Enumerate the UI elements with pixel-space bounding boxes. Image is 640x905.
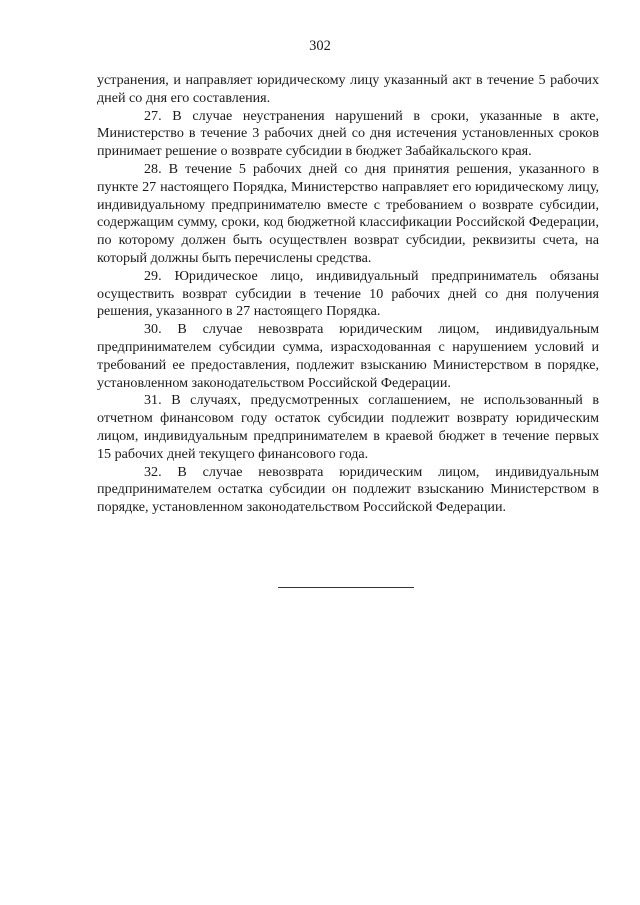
paragraph-31: 31. В случаях, предусмотренных соглашением, не использованный в отчетном финансовом году остаток субсидии подлежит возврату юридическим лицом, индивидуальным предпринимателем в краевой бюджет в течение первых 15 рабочих дней текущего финансового года.	[97, 392, 599, 462]
paragraph-29: 29. Юридическое лицо, индивидуальный предприниматель обязаны осуществить возврат субсидии в течение 10 рабочих дней со дня получения решения, указанного в 27 настоящего Порядка.	[97, 267, 599, 320]
paragraph-28: 28. В течение 5 рабочих дней со дня принятия решения, указанного в пункте 27 настоящего Порядка, Министерство направляет его юридическому лицу, индивидуальному предпринимателю вместе с требованием о возврате субсидии, содержащим сумму, сроки, код бюджетной классификации Российской Федерации, по которому должен быть осуществлен возврат субсидии, реквизиты счета, на который должны быть перечислены средства.	[97, 160, 599, 266]
document-body	[97, 72, 599, 517]
page-number: 302	[309, 38, 331, 54]
end-of-document-rule	[278, 587, 414, 588]
paragraph-32: 32. В случае невозврата юридическим лицом, индивидуальным предпринимателем остатка субсидии он подлежит взысканию Министерством в порядке, установленном законодательством Российской Федерации.	[97, 463, 599, 516]
paragraph-continuation: устранения, и направляет юридическому лицу указанный акт в течение 5 рабочих дней со дня его составления.	[97, 72, 599, 106]
paragraph-30: 30. В случае невозврата юридическим лицом, индивидуальным предпринимателем субсидии сумма, израсходованная с нарушением условий и требований ее предоставления, подлежит взысканию Министерством в порядке, установленном законодательством Российской Федерации.	[97, 321, 599, 391]
paragraph-27: 27. В случае неустранения нарушений в сроки, указанные в акте, Министерство в течение 3 рабочих дней со дня истечения установленных сроков принимает решение о возврате субсидии в бюджет Забайкальского края.	[97, 107, 599, 160]
